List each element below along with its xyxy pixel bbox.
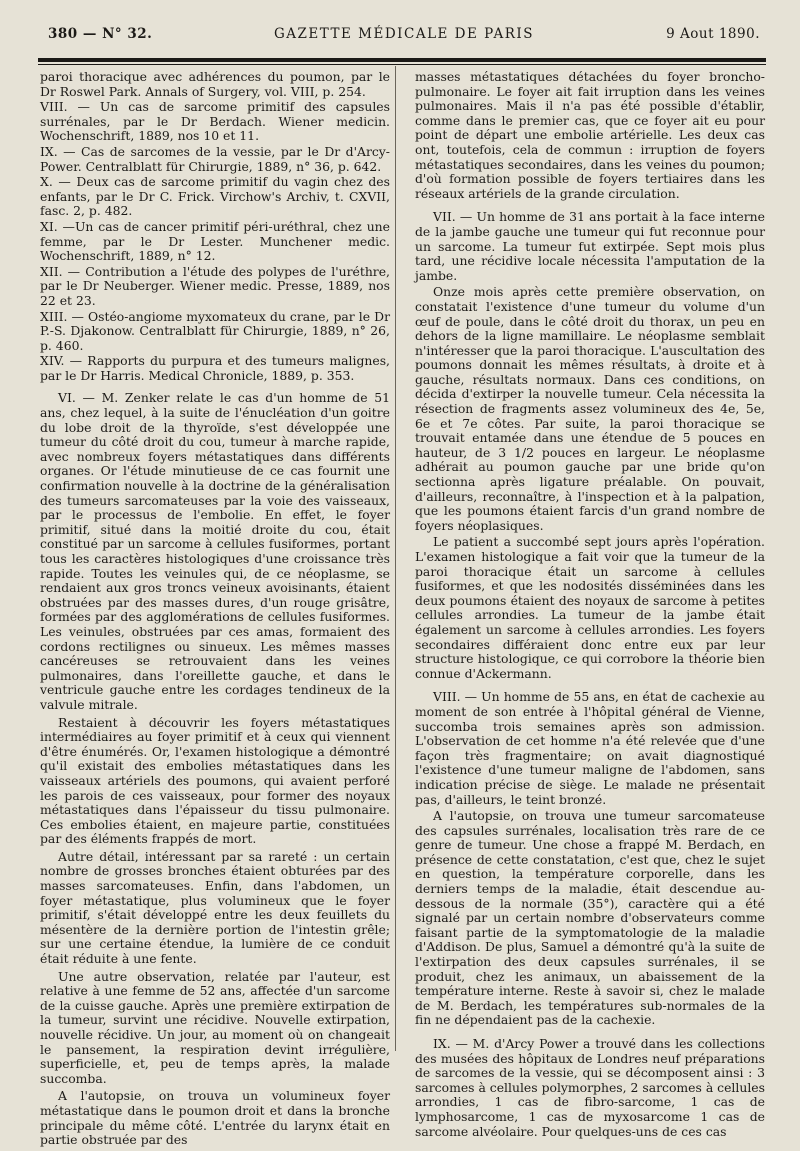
paragraph: IX. — M. d'Arcy Power a trouvé dans les collections des musées des hôpitaux de Londres neuf préparations de sarcomes de la vessie, qui se décomposent ainsi : 3 sarcomes à cellules polymorphes, 2 sarcomes à cellules arrondies, 1 cas de fibro-sarcome, 1 cas de lymphosarcome, 1 cas de myxosarcome 1 cas de sarcome alvéolaire. Pour quelques-uns de ces cas [415, 1036, 765, 1139]
paragraph: VII. — Un homme de 31 ans portait à la face interne de la jambe gauche une tumeur qui fut reconnue pour un sarcome. La tumeur fut extirpée. Sept mois plus tard, une récidive locale nécessita l'amputation de la jambe. [415, 209, 765, 283]
paragraph: Le patient a succombé sept jours après l'opération. L'examen histologique a fait voir que la tumeur de la paroi thoracique était un sarcome à cellules fusiformes, et que les nodosités disséminées dans les deux poumons étaient des noyaux de sarcome à petites cellules arrondies. La tumeur de la jambe était également un sarcome à cellules arrondies. Les foyers secondaires différaient donc entre eux par leur structure histologique, ce qui corrobore la théorie bien connue d'Ackermann. [415, 534, 765, 681]
issue-date: 9 Aout 1890. [666, 26, 760, 42]
header-rule [38, 58, 766, 62]
bib-entry: XIV. — Rapports du purpura et des tumeurs malignes, par le Dr Harris. Medical Chronicle, 1889, p. 353. [40, 353, 390, 383]
bib-entry: X. — Deux cas de sarcome primitif du vagin chez des enfants, par le Dr C. Frick. Virchow's Archiv, t. CXVII, fasc. 2, p. 482. [40, 174, 390, 219]
paragraph: Une autre observation, relatée par l'auteur, est relative à une femme de 52 ans, affectée d'un sarcome de la cuisse gauche. Après une première extirpation de la tumeur, survint une récidive. Nouvelle extirpation, nouvelle récidive. Un jour, au moment où on changeait le pansement, la respiration devint irrégulière, superficielle, et, peu de temps après, la malade succomba. [40, 968, 390, 1086]
bib-entry: IX. — Cas de sarcomes de la vessie, par le Dr d'Arcy-Power. Centralblatt für Chirurgie, 1889, n° 36, p. 642. [40, 143, 390, 174]
paragraph: A l'autopsie, on trouva une tumeur sarcomateuse des capsules surrénales, localisation très rare de ce genre de tumeur. Une chose a frappé M. Berdach, en présence de cette constatation, c'est que, chez le sujet en question, la température corporelle, dans les derniers temps de la maladie, était descendue au-dessous de la normale (35°), caractère qui a été signalé par un certain nombre d'observateurs comme faisant partie de la symptomatologie de la maladie d'Addison. De plus, Samuel a démontré qu'à la suite de l'extirpation des deux capsules surrénales, il se produit, chez les animaux, un abaissement de la température interne. Reste à savoir si, chez le malade de M. Berdach, les températures sub-normales de la fin ne dépendaient pas de la cachexie. [415, 808, 765, 1028]
header-rule-thin [38, 64, 766, 65]
paragraph: VI. — M. Zenker relate le cas d'un homme de 51 ans, chez lequel, à la suite de l'énucléation d'un goitre du lobe droit de la thyroïde, s'est développée une tumeur du côté droit du cou, tumeur à marche rapide, avec nombreux foyers métastatiques dans différents organes. Or l'étude minutieuse de ce cas fournit une confirmation nouvelle à la doctrine de la généralisation des tumeurs sarcomateuses par la voie des vaisseaux, par le processus de l'embolie. En effet, le foyer primitif, situé dans la moitié droite du cou, était constitué par un sarcome à cellules fusiformes, portant tous les caractères histologiques d'une croissance très rapide. Toutes les veinules qui, de ce néoplasme, se rendaient aux gros troncs veineux avoisinants, étaient obstruées par des masses dures, d'un rouge grisâtre, formées par des agglomérations de cellules fusiformes. Les veinules, obstruées par ces amas, formaient des cordons rectilignes ou sinueux. Les mêmes masses cancéreuses se retrouvaient dans les veines pulmonaires, dans l'oreillette gauche, et dans le ventricule gauche entre les cordages tendineux de la valvule mitrale. [40, 390, 390, 712]
bib-entry: XI. —Un cas de cancer primitif péri-uréthral, chez une femme, par le Dr Lester. Munchener medic. Wochenschrift, 1889, n° 12. [40, 218, 390, 264]
bib-entry: XIII. — Ostéo-angiome myxomateux du crane, par le Dr P.-S. Djakonow. Centralblatt für Chirurgie, 1889, n° 26, p. 460. [40, 308, 390, 353]
page-number: 380 — N° 32. [48, 26, 153, 42]
paragraph: A l'autopsie, on trouva un volumineux foyer métastatique dans le poumon droit et dans la bronche principale du même côté. L'entrée du larynx était en partie obstruée par des [40, 1088, 390, 1148]
paragraph: Onze mois après cette première observation, on constatait l'existence d'une tumeur du volume d'un œuf de poule, dans le côté droit du thorax, un peu en dehors de la ligne mamillaire. Le néoplasme semblait n'intéresser que la paroi thoracique. L'auscultation des poumons donnait les mêmes résultats, à droite et à gauche, résultats normaux. Dans ces conditions, on décida d'extirper la nouvelle tumeur. Cela nécessita la résection de fragments assez volumineux des 4e, 5e, 6e et 7e côtes. Par suite, la paroi thoracique se trouvait entamée dans une étendue de 5 pouces en hauteur, de 3 1/2 pouces en largeur. Le néoplasme adhérait au poumon gauche par une bride qu'on sectionna après ligature préalable. On pouvait, d'ailleurs, reconnaître, à l'inspection et à la palpation, que les poumons étaient farcis d'un grand nombre de foyers néoplasiques. [415, 284, 765, 533]
paragraph: VIII. — Un homme de 55 ans, en état de cachexie au moment de son entrée à l'hôpital général de Vienne, succomba trois semaines après son admission. L'observation de cet homme n'a été relevée que d'une façon très fragmentaire; on avait diagnostiqué l'existence d'une tumeur maligne de l'abdomen, sans indication précise de siège. Le malade ne présentait pas, d'ailleurs, le teint bronzé. [415, 689, 765, 807]
bib-entry: XII. — Contribution a l'étude des polypes de l'uréthre, par le Dr Neuberger. Wiener medic. Presse, 1889, nos 22 et 23. [40, 263, 390, 308]
right-column [415, 70, 765, 1141]
bibliography-list [40, 70, 390, 383]
page-header [48, 26, 760, 48]
column-divider [395, 66, 396, 1051]
left-column [40, 70, 390, 1151]
paragraph: masses métastatiques détachées du foyer broncho-pulmonaire. Le foyer ait fait irruption dans les veines pulmonaires. Mais il n'a pas été possible d'établir, comme dans le premier cas, que ce foyer ait eu pour point de départ une embolie artérielle. Les deux cas ont, toutefois, cela de commun : irruption de foyers métastatiques secondaires, dans les veines du poumon; d'où formation possible de foyers tertiaires dans les réseaux artériels de la grande circulation. [415, 69, 765, 201]
journal-title: GAZETTE MÉDICALE DE PARIS [273, 26, 534, 42]
left-body-text [40, 391, 390, 1147]
paragraph: Autre détail, intéressant par sa rareté : un certain nombre de grosses bronches étaient obturées par des masses sarcomateuses. Enfin, dans l'abdomen, un foyer métastatique, plus volumineux que le foyer primitif, s'était développé entre les deux feuillets du mésentère de la dernière portion de l'intestin grêle; sur une certaine étendue, la lumière de ce conduit était réduite à une fente. [40, 848, 390, 967]
paragraph: Restaient à découvrir les foyers métastatiques intermédiaires au foyer primitif et à ceux qui viennent d'être énumérés. Or, l'examen histologique a démontré qu'il existait des embolies métastatiques dans les vaisseaux artériels des poumons, qui avaient perforé les parois de ces vaisseaux, pour former des noyaux métastatiques dans l'épaisseur du tissu pulmonaire. Ces embolies étaient, en majeure partie, constituées par des éléments frappés de mort. [40, 714, 390, 847]
bib-entry: VIII. — Un cas de sarcome primitif des capsules surrénales, par le Dr Berdach. Wiener medicin. Wochenschrift, 1889, nos 10 et 11. [40, 99, 390, 144]
bib-entry: paroi thoracique avec adhérences du poumon, par le Dr Roswel Park. Annals of Surgery, vol. VIII, p. 254. [40, 69, 390, 99]
